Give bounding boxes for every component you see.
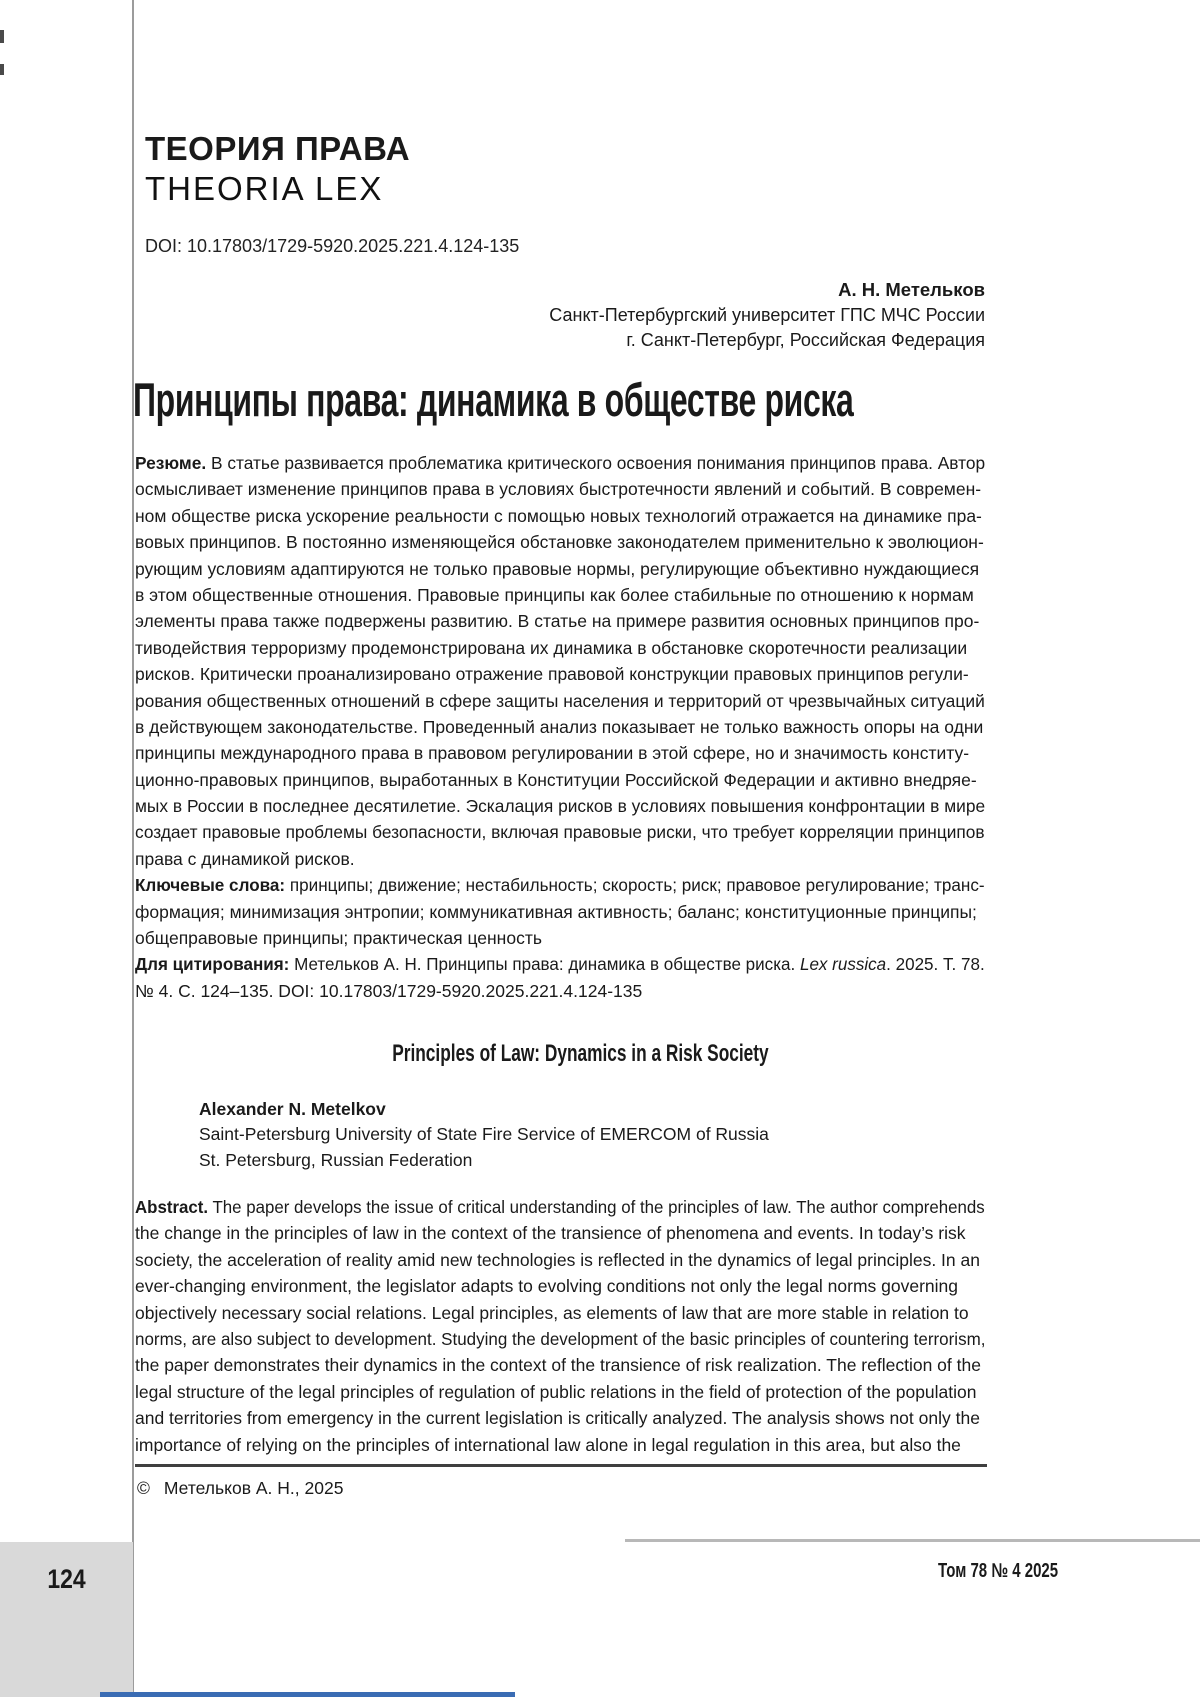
article-title-en [135,1040,1025,1068]
volume-issue-text: Том 78 № 4 2025 [937,1560,1058,1582]
text-line: в этом общественные отношения. Правовые принципы как более стабильные по отношению к нормам [135,584,974,605]
citation-ru [135,951,985,1004]
bottom-accent-bar [100,1692,515,1697]
text-line: мых в России в последнее десятилетие. Эскалация рисков в условиях повышения конфронтации в мире [135,796,986,817]
author-block-ru [135,277,985,354]
author-block-en [199,1097,769,1173]
text-line: Для цитирования: Метельков А. Н. Принципы права: динамика в обществе риска. Lex russica. 2025. Т. 78. [135,954,985,975]
author-city-en: St. Petersburg, Russian Federation [199,1149,473,1170]
text-line: рисков. Критически проанализировано отражение правовой конструкции правовых принципов регули- [135,664,969,685]
abstract-en [135,1194,985,1458]
text-line: № 4. С. 124–135. DOI: 10.17803/1729-5920.2025.221.4.124-135 [135,980,643,1001]
text-line: legal structure of the legal principles of regulation of public relations in the field of protection of the population [135,1381,977,1402]
text-line: ном обществе риска ускорение реальности с помощью новых технологий отражается на динамике пра- [135,505,982,526]
copyright-divider-rule [135,1464,987,1467]
text-line: формация; минимизация энтропии; коммуникативная активность; баланс; конституционные принципы; [135,901,977,922]
article-title-en-text: Principles of Law: Dynamics in a Risk Society [391,1040,769,1067]
text-line: вовых принципов. В постоянно изменяющейся обстановке законодателем применительно к эволюцион- [135,532,984,553]
text-line: importance of relying on the principles of international law alone in legal regulation in this area, but also the [135,1434,961,1455]
text-line: Резюме. В статье развивается проблематика критического освоения понимания принципов права. Автор [135,453,986,473]
page-number: 124 [47,1564,86,1594]
edge-mark-bottom [0,64,4,75]
text-line: Ключевые слова: принципы; движение; нестабильность; скорость; риск; правовое регулирование; транс- [135,875,985,896]
text-line: общеправовые принципы; практическая ценность [135,928,542,949]
doi-line: DOI: 10.17803/1729-5920.2025.221.4.124-135 [145,236,520,256]
footer-rule [625,1539,1200,1542]
text-line: создает правовые проблемы безопасности, включая правовые риски, что требует корреляции принципов [135,822,985,843]
volume-issue-label [898,1560,1058,1583]
text-line: рующим условиям адаптируются не только правовые нормы, регулирующие объективно нуждающиеся [135,558,980,579]
text-line: and territories from emergency in the current legislation is critically analyzed. The analysis shows not only the [135,1408,980,1429]
text-line: ever-changing environment, the legislator adapts to evolving conditions not only the legal norms governing [135,1276,958,1297]
text-line: осмысливает изменение принципов права в условиях быстротечности явлений и событий. В современ- [135,479,982,500]
copyright-text: Метельков А. Н., 2025 [163,1478,344,1498]
author-affiliation-ru: Санкт-Петербургский университет ГПС МЧС России [549,304,985,325]
text-line: принципы международного права в правовом регулировании в этой сфере, но и значимость конститу- [135,743,970,764]
text-line: ционно-правовых принципов, выработанных в Конституции Российской Федерации и активно внедряе- [135,769,977,790]
copyright-symbol: © [137,1478,150,1498]
copyright-line [137,1478,343,1499]
keywords-ru [135,872,985,951]
section-rubric-en: THEORIA LEX [145,170,384,207]
author-city-ru: г. Санкт-Петербург, Российская Федерация [626,330,985,350]
text-line: элементы права также подвержены развитию. В статье на примере развития основных принципов про- [135,611,980,632]
author-name-ru: А. Н. Метельков [838,279,985,300]
author-name-en: Alexander N. Metelkov [199,1099,386,1119]
article-title-ru-text: Принципы права: динамика в обществе риска [133,373,854,426]
article-title-ru [133,372,1193,427]
text-line: society, the acceleration of reality amid new technologies is reflected in the dynamics of legal principles. In an [135,1249,980,1270]
edge-mark-top [0,30,4,43]
abstract-ru [135,450,985,872]
page-number-badge [0,1542,133,1697]
author-affiliation-en: Saint-Petersburg University of State Fire Service of EMERCOM of Russia [199,1124,769,1145]
text-line: Abstract. The paper develops the issue of critical understanding of the principles of law. The author comprehends [135,1197,985,1217]
text-line: тиводействия терроризму продемонстрирована их динамика в обстановке скоротечности реализации [135,637,968,658]
text-line: norms, are also subject to development. Studying the development of the basic principles of countering terrorism, [135,1328,986,1349]
text-line: the paper demonstrates their dynamics in the context of the transience of risk realization. The reflection of the [135,1355,981,1376]
russian-text-column [135,450,985,1004]
section-rubric-ru: ТЕОРИЯ ПРАВА [145,130,411,167]
text-line: рования общественных отношений в сфере защиты населения и территорий от чрезвычайных ситуаций [135,690,985,711]
text-line: objectively necessary social relations. Legal principles, as elements of law that are more stable in relation to [135,1302,969,1323]
text-line: права с динамикой рисков. [135,848,355,869]
text-line: в действующем законодательстве. Проведенный анализ показывает не только важность опоры на одни [135,716,984,737]
text-line: the change in the principles of law in the context of the transience of phenomena and events. In today’s risk [135,1223,966,1244]
left-margin-rule [132,0,134,1697]
